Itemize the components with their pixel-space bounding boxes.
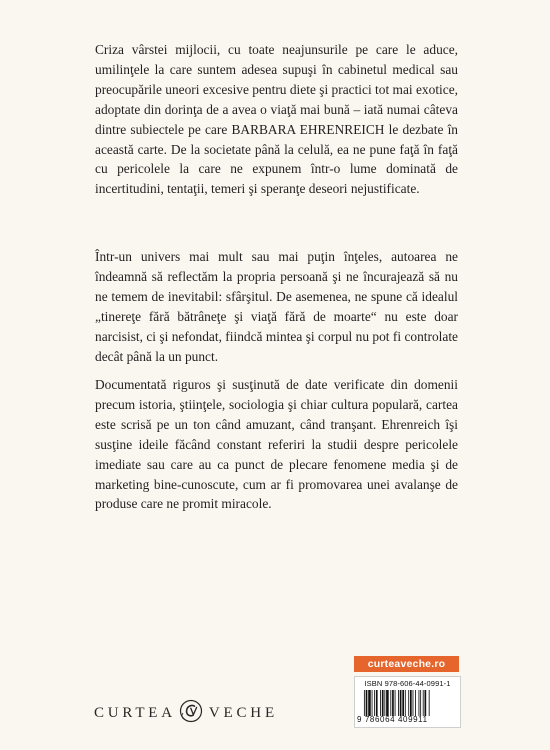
barcode-bar bbox=[420, 690, 421, 716]
barcode-bar bbox=[366, 690, 368, 716]
barcode-bar bbox=[400, 690, 402, 716]
paragraph-text: Într-un univers mai mult sau mai puţin înţeles, autoarea ne îndeamnă să reflectăm la propria persoană şi ne încurajează să nu ne temem de inevitabil: sfârşitul. De asemenea, ne spune că idealul „tinereţe fără bătrâneţe şi viaţă fără de moarte“ nu este doar narcisist, ci şi nefondat, fiindcă mintea şi corpul nu pot fi controlate decât până la un punct. bbox=[95, 249, 458, 364]
blurb-paragraph-3 bbox=[95, 375, 458, 514]
barcode-bar bbox=[368, 690, 371, 716]
barcode-bar bbox=[392, 690, 394, 716]
barcode-bar bbox=[408, 690, 409, 716]
barcode-bar bbox=[384, 690, 385, 716]
barcode-bar bbox=[374, 690, 375, 716]
isbn-label: ISBN 978-606-44-0991-1 bbox=[364, 679, 451, 688]
barcode-bar bbox=[364, 690, 365, 716]
website-badge: curteaveche.ro bbox=[354, 656, 459, 672]
barcode-bar bbox=[419, 690, 420, 716]
barcode-bar bbox=[380, 690, 381, 716]
barcode-bar bbox=[382, 690, 384, 716]
barcode-bar bbox=[410, 690, 412, 716]
barcode-bar bbox=[424, 690, 426, 716]
publisher-logo bbox=[94, 700, 278, 726]
barcode-bar bbox=[395, 690, 396, 716]
barcode-digits: 9 786064 409911 bbox=[357, 715, 428, 724]
barcode-bar bbox=[372, 690, 373, 716]
paragraph-text: Criza vârstei mijlocii, cu toate neajunsurile pe care le aduce, umilinţele la care suntem adesea supuşi în cabinetul medical sau preocupările uneori excesive pentru diete şi practici tot mai exotice, adoptate din dorinţa de a avea o viaţă mai bună – iată numai câteva dintre subiectele pe care BARBARA EHRENREICH le dezbate în această carte. De la societate până la celulă, ea ne pune faţă în faţă cu pericolele la care ne expunem într-o lume dominată de incertitudini, tentaţii, temeri şi speranţe deseori nejustificate. bbox=[95, 42, 458, 197]
barcode-bar bbox=[429, 690, 430, 716]
isbn-barcode-box bbox=[354, 676, 461, 728]
paragraph-text: Documentată riguros şi susţinută de date verificate din domenii precum istoria, ştiinţele, sociologia şi chiar cultura populară, cartea este scrisă pe un ton când amuzant, când tranşant. Ehrenreich îşi susţine ideile făcând constant referiri la studii despre pericolele imediate sau care au ca punct de plecare fenomene media şi de marketing bine-cunoscute, cum ar fi promovarea unei avalanşe de produse care ne promit miracole. bbox=[95, 377, 458, 512]
cv-monogram-seal-icon bbox=[178, 698, 204, 724]
barcode-bar bbox=[398, 690, 399, 716]
publisher-name-right: VECHE bbox=[208, 704, 278, 721]
barcode-bar bbox=[402, 690, 404, 716]
barcode-bar bbox=[413, 690, 414, 716]
barcode-bar bbox=[390, 690, 391, 716]
barcode-icon bbox=[363, 690, 453, 716]
barcode-bar bbox=[405, 690, 406, 716]
barcode-bar bbox=[386, 690, 389, 716]
barcode-bar bbox=[415, 690, 416, 716]
publisher-name-left: CURTEA bbox=[94, 704, 176, 721]
barcode-bar bbox=[376, 690, 378, 716]
barcode-bar bbox=[423, 690, 424, 716]
blurb-paragraph-2 bbox=[95, 247, 458, 366]
blurb-paragraph-1 bbox=[95, 40, 458, 199]
